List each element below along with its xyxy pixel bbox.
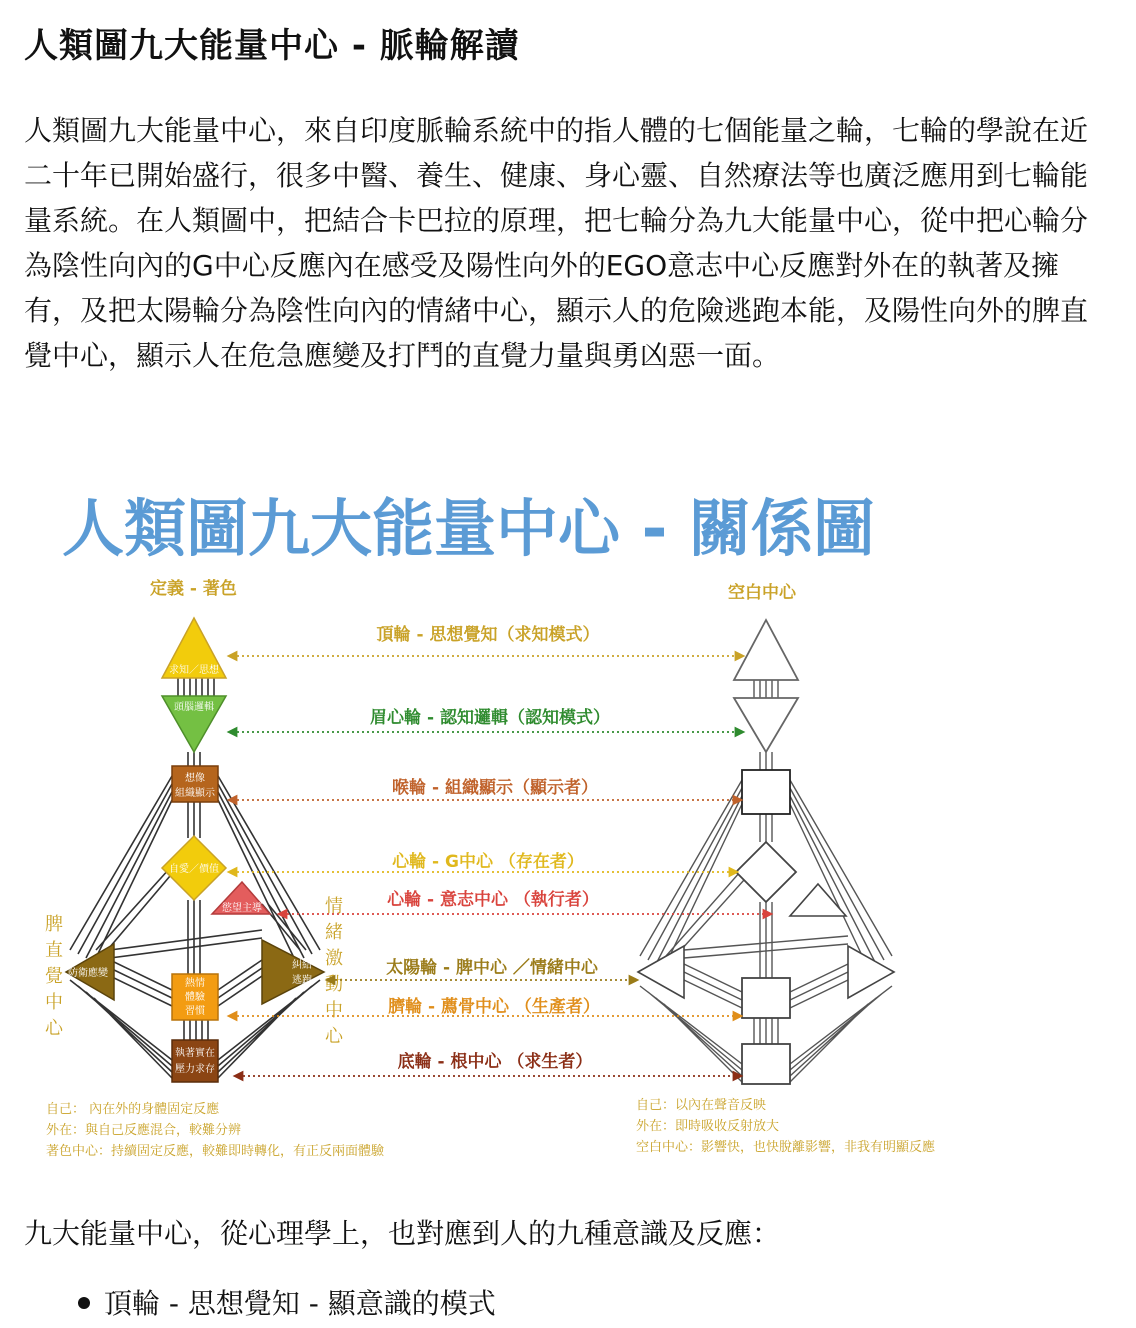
throat-center-label-2: 組織顯示 bbox=[175, 788, 215, 799]
defined-label: 定義 - 著色 bbox=[150, 579, 237, 599]
sacral-center-label-1: 熱情 bbox=[185, 978, 205, 989]
link-label: 頂輪 - 思想覺知（求知模式） bbox=[376, 625, 600, 645]
correspondence-links bbox=[232, 624, 768, 1076]
vertical-label-char: 動 bbox=[325, 974, 343, 995]
head-center-label: 求知／思想 bbox=[169, 665, 219, 676]
spleen-center-label: 防衛應變 bbox=[68, 968, 108, 979]
link-label: 眉心輪 - 認知邏輯（認知模式） bbox=[370, 708, 610, 728]
emotion-vertical-label bbox=[325, 896, 344, 1047]
vertical-label-char: 中 bbox=[325, 1000, 343, 1021]
solar-center-label-2: 逃跑 bbox=[292, 975, 312, 986]
ajna-center-label: 頭腦邏輯 bbox=[174, 702, 214, 713]
sacral-center-label-3: 習慣 bbox=[185, 1006, 205, 1017]
note-line: 空白中心：影響快，也快脫離影響，非我有明顯反應 bbox=[636, 1140, 936, 1155]
vertical-label-char: 直 bbox=[45, 940, 63, 961]
link-label: 底輪 - 根中心 （求生者） bbox=[397, 1052, 593, 1072]
link-label: 臍輪 - 薦骨中心 （生產者） bbox=[388, 997, 600, 1017]
note-line: 外在：即時吸收反射放大 bbox=[636, 1119, 780, 1134]
notes-right bbox=[636, 1097, 936, 1155]
open-bodygraph bbox=[638, 620, 894, 1084]
notes-left bbox=[46, 1101, 385, 1159]
note-line: 自己： 內在外的身體固定反應 bbox=[46, 1102, 220, 1117]
g-center-label: 自愛／價值 bbox=[169, 864, 219, 875]
root-center-label-2: 壓力求存 bbox=[175, 1064, 215, 1075]
note-line: 著色中心：持續固定反應，較難即時轉化，有正反兩面體驗 bbox=[46, 1144, 385, 1159]
note-line: 外在：與自己反應混合，較難分辨 bbox=[46, 1123, 242, 1138]
throat-center-label-1: 想像 bbox=[185, 773, 205, 784]
energy-centers-diagram bbox=[0, 480, 1136, 1180]
vertical-label-char: 脾 bbox=[45, 914, 63, 935]
spleen-vertical-label bbox=[45, 914, 64, 1039]
vertical-label-char: 情 bbox=[325, 896, 343, 917]
open-centers-label: 空白中心 bbox=[728, 583, 796, 603]
article-title: 人類圖九大能量中心 - 脈輪解讀 bbox=[24, 26, 520, 66]
link-label: 太陽輪 - 脾中心 ／情緒中心 bbox=[386, 958, 598, 978]
list-item bbox=[24, 1282, 496, 1322]
link-label: 喉輪 - 組織顯示（顯示者） bbox=[392, 778, 598, 798]
vertical-label-char: 覺 bbox=[45, 966, 63, 987]
note-line: 自己：以內在聲音反映 bbox=[636, 1098, 767, 1113]
vertical-label-char: 中 bbox=[45, 992, 63, 1013]
link-label: 心輪 - G中心 （存在者） bbox=[392, 852, 584, 872]
vertical-label-char: 激 bbox=[325, 948, 343, 969]
defined-bodygraph bbox=[66, 618, 324, 1158]
vertical-label-char: 心 bbox=[45, 1018, 63, 1039]
ego-center-label: 慾望主導 bbox=[222, 903, 262, 914]
root-center-label-1: 執著實在 bbox=[175, 1048, 215, 1059]
vertical-label-char: 心 bbox=[325, 1026, 343, 1047]
sacral-center-label-2: 體驗 bbox=[185, 992, 205, 1003]
consciousness-list bbox=[24, 1282, 496, 1322]
intro-paragraph: 人類圖九大能量中心，來自印度脈輪系統中的指人體的七個能量之輪，七輪的學說在近二十年已開始盛行，很多中醫、養生、健康、身心靈、自然療法等也廣泛應用到七輪能量系統。在人類圖中，把結合卡巴拉的原理，把七輪分為九大能量中心，從中把心輪分為陰性向內的G中心反應內在感受及陽性向外的EGO意志中心反應對外在的執著及擁有，及把太陽輪分為陰性向內的情緒中心，顯示人的危險逃跑本能，及陽性向外的脾直覺中心，顯示人在危急應變及打鬥的直覺力量與勇凶惡一面。 bbox=[24, 114, 1089, 372]
vertical-label-char: 緒 bbox=[325, 922, 343, 943]
section-subtitle: 九大能量中心，從心理學上，也對應到人的九種意識及反應： bbox=[24, 1217, 781, 1250]
bullet-icon bbox=[78, 1297, 90, 1309]
list-item-text: 頂輪 - 思想覺知 - 顯意識的模式 bbox=[104, 1287, 496, 1320]
link-label: 心輪 - 意志中心 （執行者） bbox=[387, 890, 599, 910]
diagram-title: 人類圖九大能量中心 - 關係圖 bbox=[62, 492, 875, 565]
solar-center-label-1: 糾結 bbox=[292, 960, 312, 971]
